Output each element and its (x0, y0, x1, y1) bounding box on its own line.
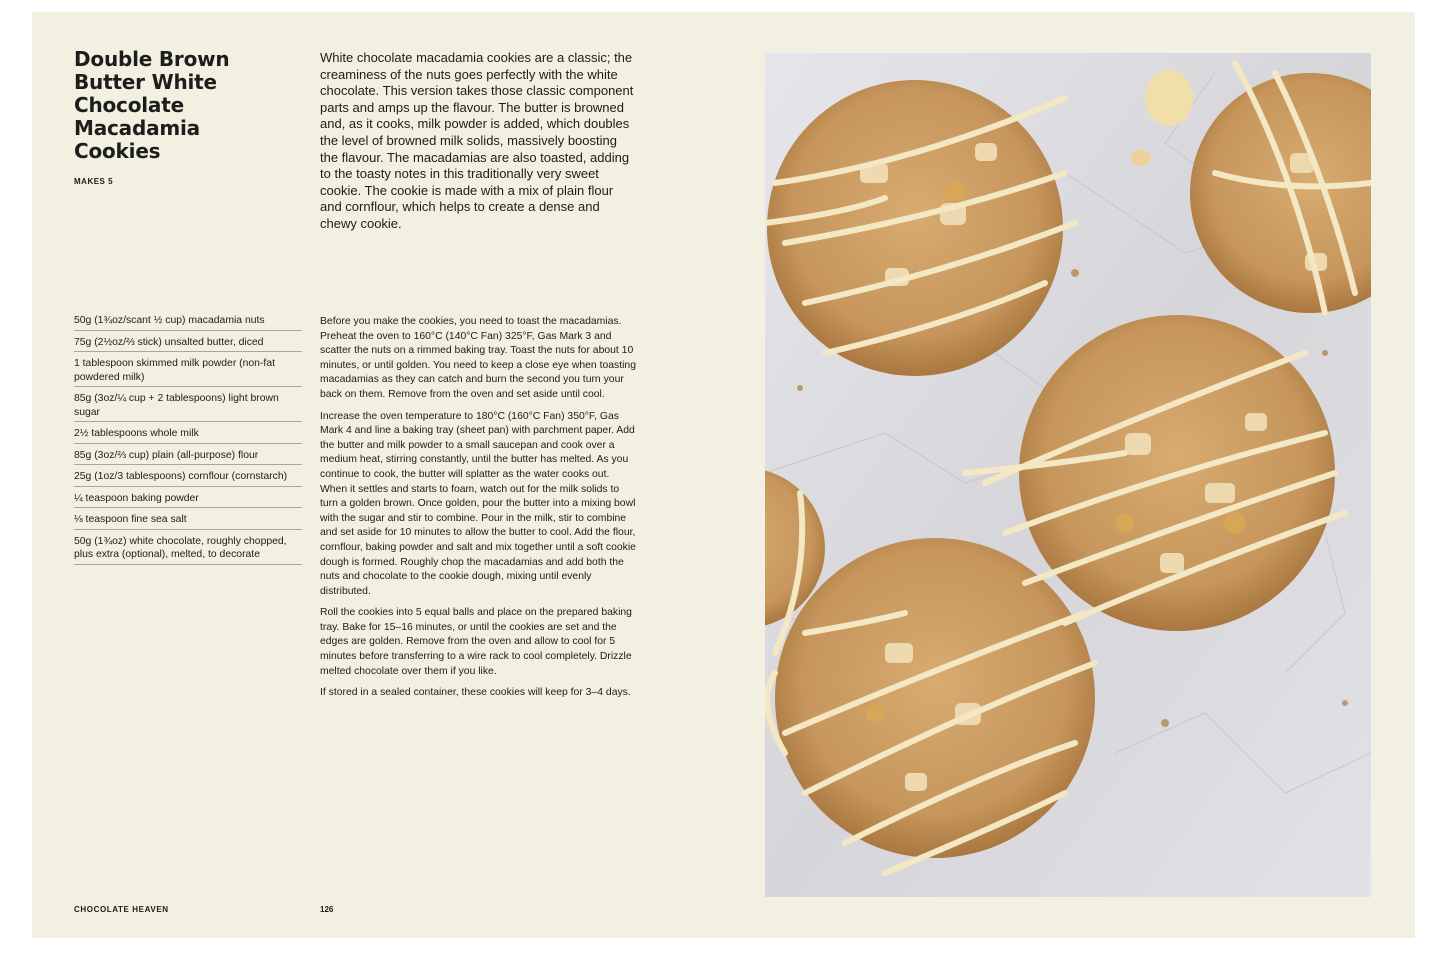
cookie-bottom (775, 538, 1095, 858)
method-paragraph: Before you make the cookies, you need to toast the macadamias. Preheat the oven to 160°C (140°C Fan) 325°F, Gas Mark 3 and scatter the nuts on a rimmed baking tray. Toast the nuts for about 10 minutes, or until golden. You need to keep a close eye when toasting macadamias as they can catch and burn the second you turn your back on them. Remove from the oven and set aside until cool. (320, 316, 636, 400)
ingredient-item: ⅛ teaspoon fine sea salt (74, 511, 302, 530)
method-paragraph: If stored in a sealed container, these cookies will keep for 3–4 days. (320, 687, 631, 699)
book-spread (32, 12, 1415, 938)
ingredient-item: 85g (3oz/⅔ cup) plain (all-purpose) flour (74, 447, 302, 466)
recipe-title: Double Brown Butter White Chocolate Macadamia Cookies (74, 47, 230, 163)
method-paragraph: Roll the cookies into 5 equal balls and place on the prepared baking tray. Bake for 15–16 minutes, or until the cookies are set and the edges are golden. Remove from the oven and allow to cool for 5 minutes before transferring to a wire rack to cool completely. Drizzle melted chocolate over them if you like. (320, 607, 632, 677)
ingredient-item: 2½ tablespoons whole milk (74, 425, 302, 444)
method-paragraph: Increase the oven temperature to 180°C (160°C Fan) 350°F, Gas Mark 4 and line a baking tray (sheet pan) with parchment paper. Add the butter and milk powder to a small saucepan and cook over a medium heat, stirring constantly, until the butter has melted. As you continue to cook, the butter will splatter as the water cooks out. When it settles and starts to foam, watch out for the milk solids to turn a golden brown. Once golden, pour the butter into a mixing bowl with the sugar and stir to combine. Pour in the milk, stir to combine and set aside for 10 minutes to allow the butter to cool. Add the flour, cornflour, baking powder and salt and mix together until a soft cookie dough is formed. Roughly chop the macadamias and add both the nuts and chocolate to the cookie dough, mixing until evenly distributed. (320, 410, 636, 597)
page-number: 126 (320, 905, 334, 914)
cookies-photo (765, 53, 1371, 897)
method-steps (320, 315, 636, 708)
ingredient-item: ¼ teaspoon baking powder (74, 490, 302, 509)
ingredient-item: 25g (1oz/3 tablespoons) cornflour (cornstarch) (74, 468, 302, 487)
ingredient-item: 50g (1¾oz) white chocolate, roughly chopped, plus extra (optional), melted, to decorate (74, 533, 302, 565)
ingredient-item: 50g (1¾oz/scant ½ cup) macadamia nuts (74, 312, 302, 331)
footer-section-title: CHOCOLATE HEAVEN (74, 905, 169, 914)
recipe-yield: MAKES 5 (74, 177, 114, 186)
ingredient-list (74, 312, 302, 568)
ingredient-item: 75g (2½oz/⅔ stick) unsalted butter, diced (74, 334, 302, 353)
recipe-intro: White chocolate macadamia cookies are a classic; the creaminess of the nuts goes perfectly with the white chocolate. This version takes those classic component parts and amps up the flavour. The butter is browned and, as it cooks, milk powder is added, which doubles the level of browned milk solids, massively boosting the flavour. The macadamias are also toasted, adding to the toasty notes in this traditionally very sweet cookie. The cookie is made with a mix of plain flour and cornflour, which helps to create a dense and chewy cookie. (320, 50, 634, 231)
ingredient-item: 1 tablespoon skimmed milk powder (non-fat powdered milk) (74, 355, 302, 387)
ingredient-item: 85g (3oz/¼ cup + 2 tablespoons) light brown sugar (74, 390, 302, 422)
